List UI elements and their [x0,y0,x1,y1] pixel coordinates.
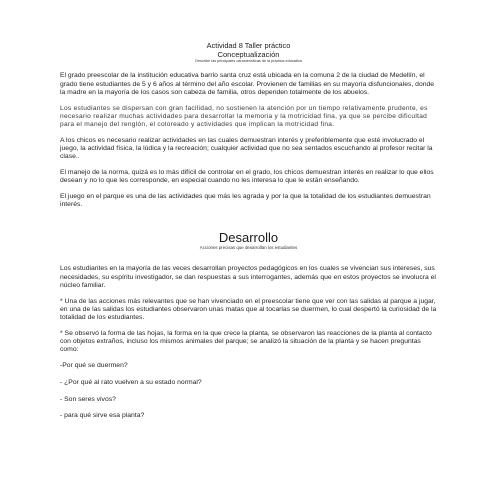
paragraph-park-outings: * Una de las acciones más relevantes que se han vivenciado en el preescolar tiene que ver con las salidas al parque a jugar, en una de las salidas los estudiantes observaron unas matas que al tocarlas se duermen, lo cual despertó la curiosidad de la totalidad de los estudiantes. [60,297,437,322]
question-item: - Son seres vivos? [60,395,116,403]
question-item: - para qué sirve esa planta? [60,412,145,420]
section-heading-conceptualizacion: Conceptualización [217,49,280,59]
paragraph-projects: Los estudiantes en la mayoría de las veces desarrollan proyectos pedagógicos en los cuales se vivencian sus intereses, sus necesidades, su espíritu investigador, se dan respuestas a sus interrogantes, además que en estos proyectos se involucra el núcleo familiar. [60,265,436,289]
paragraph-interests: A los chicos es necesario realizar actividades en las cuales demuestran interés y preferiblemente que esté involucrado el juego, la actividad física, la lúdica y la recreación; cualquier actividad que no sea sentados escuchando al profesor recitar la clase.. [60,136,433,161]
section-description: Describe las principales características de la práctica educativa [195,59,302,64]
paragraph-context: El grado preescolar de la institución educativa barrio santa cruz está ubicada en la comuna 2 de la ciudad de Medellín, el grado tiene estudiantes de 5 y 6 años al término del año escolar. Provienen de familias en su mayoría disfuncionales, donde la madre en la mayoría de los casos son cabeza de familia, otros dependen totalmente de los abuelos. [60,72,435,96]
paragraph-plant-observation: * Se observó la forma de las hojas, la forma en la que crece la planta, se observaron las reacciones de la planta al contacto con objetos extraños, incluso los mismos animales del parque; se analizó la situación de la planta y se hacen preguntas como: [60,329,432,354]
development-heading: Desarrollo [218,230,279,246]
question-item: - ¿Por qué al rato vuelven a su estado normal? [60,378,202,386]
paragraph-park: El juego en el parque es una de las actividades que más les agrada y por la que la totalidad de los estudiantes demuestran interés. [60,193,431,209]
activity-title: Actividad 8 Taller práctico [206,41,291,50]
development-description: Acciones precisas que desarrollan los estudiantes [199,245,298,251]
paragraph-norms: El manejo de la norma, quizá es lo más difícil de controlar en el grado, los chicos demuestran interés en realizar lo que ellos desean y no lo que les corresponde, en especial cuando no les interesa lo que le están enseñando. [60,169,434,185]
question-item: -Por qué se duermen? [60,362,128,370]
paragraph-attention: Los estudiantes se dispersan con gran facilidad, no sostienen la atención por un tiempo relativamente prudente, es necesario realizar muchas actividades para desarrollar la memoria y la motricidad fina, ya que se percibe dificultad para el manejo del renglón, el coloreado y actividades que implican la motricidad fina. [60,104,428,128]
